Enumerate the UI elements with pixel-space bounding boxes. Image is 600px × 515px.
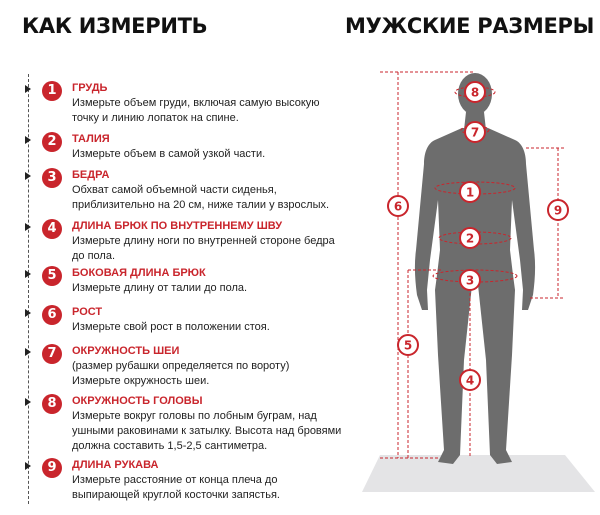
step-number-badge: 2: [42, 132, 62, 152]
svg-text:3: 3: [465, 273, 475, 288]
step-number-badge: 6: [42, 305, 62, 325]
timeline-arrow: [25, 223, 31, 231]
marker-sleeve: [548, 200, 568, 220]
svg-text:1: 1: [465, 185, 475, 200]
step-title: ОКРУЖНОСТЬ ШЕИ: [72, 345, 180, 357]
step-number-badge: 7: [42, 344, 62, 364]
marker-height: [388, 196, 408, 216]
svg-text:8: 8: [470, 85, 480, 100]
step-number-badge: 5: [42, 266, 62, 286]
timeline-arrow: [25, 309, 31, 317]
step-title: БОКОВАЯ ДЛИНА БРЮК: [72, 267, 206, 279]
timeline-arrow: [25, 462, 31, 470]
measurement-markers: [388, 82, 568, 390]
step-description: Измерьте объем в самой узкой части.: [72, 148, 266, 160]
timeline-arrow: [25, 136, 31, 144]
marker-side-length: [398, 335, 418, 355]
body-figure-panel: [350, 60, 600, 510]
step-description: Измерьте свой рост в положении стоя.: [72, 321, 270, 333]
marker-head: [465, 82, 485, 102]
marker-neck: [465, 122, 485, 142]
mens-sizes-heading: МУЖСКИЕ РАЗМЕРЫ: [345, 14, 595, 38]
step-number-badge: 9: [42, 458, 62, 478]
timeline-arrow: [25, 85, 31, 93]
step-title: РОСТ: [72, 306, 103, 318]
step-title: ДЛИНА РУКАВА: [72, 459, 159, 471]
step-description: Обхват самой объемной части сиденья, приблизительно на 20 см, ниже талии у взрослых.: [72, 184, 330, 211]
svg-text:4: 4: [465, 373, 475, 388]
svg-text:6: 6: [393, 199, 403, 214]
floor-shadow: [362, 455, 595, 492]
marker-hips: [460, 270, 480, 290]
step-title: ТАЛИЯ: [72, 133, 110, 145]
step-description: (размер рубашки определяется по вороту) Измерьте окружность шеи.: [72, 360, 290, 387]
svg-text:2: 2: [465, 231, 475, 246]
marker-chest: [460, 182, 480, 202]
svg-text:7: 7: [470, 125, 480, 140]
timeline-arrow: [25, 270, 31, 278]
step-title: БЕДРА: [72, 169, 110, 181]
step-title: ОКРУЖНОСТЬ ГОЛОВЫ: [72, 395, 203, 407]
step-title: ГРУДЬ: [72, 82, 108, 94]
how-to-measure-heading: КАК ИЗМЕРИТЬ: [22, 14, 208, 38]
step-description: Измерьте длину ноги по внутренней стороне бедра до пола.: [72, 235, 335, 262]
marker-inseam: [460, 370, 480, 390]
svg-text:9: 9: [553, 203, 563, 218]
step-number-badge: 8: [42, 394, 62, 414]
step-number-badge: 3: [42, 168, 62, 188]
step-number-badge: 4: [42, 219, 62, 239]
timeline-arrow: [25, 398, 31, 406]
step-description: Измерьте расстояние от конца плеча до выпирающей круглой косточки запястья.: [72, 474, 280, 501]
timeline-arrow: [25, 172, 31, 180]
step-title: ДЛИНА БРЮК ПО ВНУТРЕННЕМУ ШВУ: [72, 220, 283, 232]
step-number-badge: 1: [42, 81, 62, 101]
step-description: Измерьте длину от талии до пола.: [72, 282, 248, 294]
timeline-arrow: [25, 348, 31, 356]
step-description: Измерьте вокруг головы по лобным буграм, над ушными раковинами к затылку. Высота над бровями должна составить 1,5-2,5 сантиметра.: [72, 410, 342, 452]
marker-waist: [460, 228, 480, 248]
svg-text:5: 5: [403, 338, 413, 353]
body-figure: [350, 60, 600, 510]
step-description: Измерьте объем груди, включая самую высокую точку и линию лопаток на спине.: [72, 97, 320, 124]
